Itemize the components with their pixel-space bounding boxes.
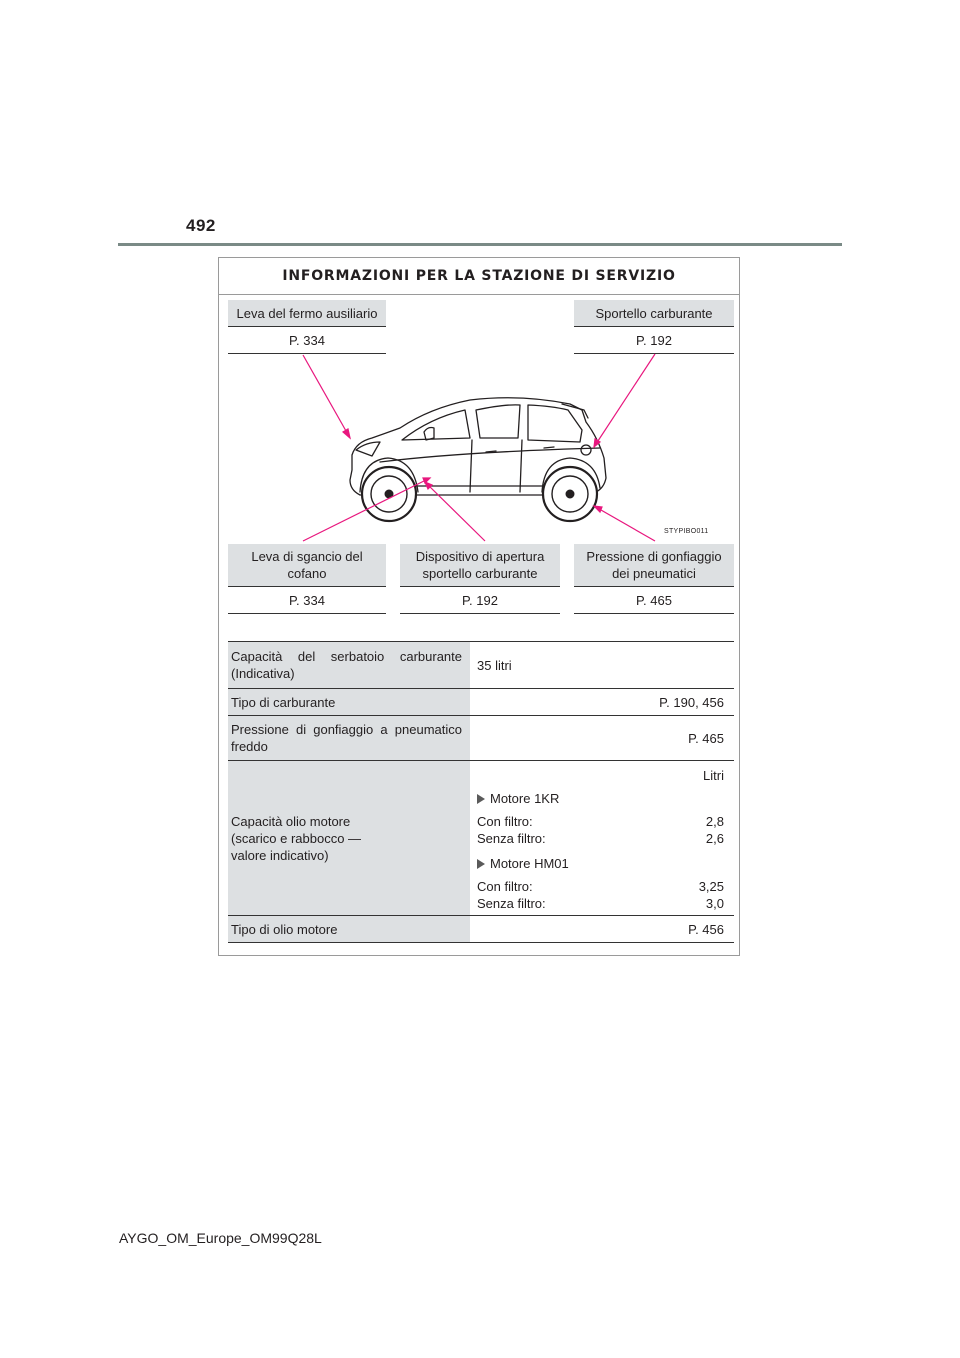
car-illustration bbox=[228, 352, 734, 542]
callout-fuel-door bbox=[594, 354, 655, 447]
ref-auxiliary-latch-lever[interactable]: P. 334 bbox=[228, 328, 386, 354]
ref-fuel-door[interactable]: P. 192 bbox=[574, 328, 734, 354]
spec-table bbox=[228, 641, 734, 943]
triangle-bullet-icon bbox=[477, 859, 485, 869]
oil-with-filter bbox=[477, 813, 724, 830]
engine-heading bbox=[477, 855, 724, 872]
car-mirror bbox=[424, 428, 434, 441]
spec-label bbox=[228, 761, 471, 915]
kv-label: Senza filtro: bbox=[477, 896, 546, 911]
oil-unit: Litri bbox=[703, 768, 724, 783]
triangle-bullet-icon bbox=[477, 794, 485, 804]
spec-row-tire-pressure bbox=[228, 716, 734, 761]
spec-row-oil-capacity bbox=[228, 761, 734, 916]
spec-row-fuel-capacity bbox=[228, 642, 734, 689]
spec-label: Pressione di gonfiaggio a pneumatico freddo bbox=[228, 716, 471, 760]
spec-value[interactable]: P. 456 bbox=[688, 921, 724, 937]
oil-without-filter bbox=[477, 830, 724, 847]
oil-label-line: (scarico e rabbocco — bbox=[231, 830, 362, 846]
footer-document-code: AYGO_OM_Europe_OM99Q28L bbox=[119, 1230, 322, 1246]
callout-auxiliary-latch bbox=[303, 355, 350, 438]
kv-value: 3,0 bbox=[705, 896, 724, 911]
car-front-wheel bbox=[362, 467, 416, 521]
engine-heading bbox=[477, 790, 724, 807]
spec-row-oil-type bbox=[228, 916, 734, 943]
car-window-middle bbox=[476, 405, 520, 438]
oil-label-line: Capacità olio motore bbox=[231, 813, 351, 829]
ref-hood-release-lever[interactable]: P. 334 bbox=[228, 588, 386, 614]
car-window-front bbox=[402, 410, 470, 440]
label-fuel-door: Sportello carburante bbox=[574, 300, 734, 327]
spec-value[interactable]: P. 465 bbox=[688, 730, 724, 746]
spec-value[interactable]: P. 190, 456 bbox=[659, 694, 724, 710]
spec-value: 35 litri bbox=[477, 657, 512, 673]
kv-label: Con filtro: bbox=[477, 879, 533, 894]
kv-label: Con filtro: bbox=[477, 814, 533, 829]
illustration-code: STYPIBO011 bbox=[664, 528, 709, 535]
kv-label: Senza filtro: bbox=[477, 831, 546, 846]
car-fuel-door bbox=[581, 445, 591, 455]
label-fuel-door-opener: Dispositivo di apertura sportello carburante bbox=[400, 544, 560, 587]
car-door-line-front bbox=[470, 440, 472, 492]
kv-value: 2,8 bbox=[705, 814, 724, 829]
engine-name: Motore 1KR bbox=[490, 791, 560, 806]
label-hood-release-lever: Leva di sgancio del cofano bbox=[228, 544, 386, 587]
car-door-line-rear bbox=[520, 440, 522, 492]
kv-value: 2,6 bbox=[705, 831, 724, 846]
kv-value: 3,25 bbox=[698, 879, 724, 894]
spec-label: Tipo di olio motore bbox=[228, 916, 471, 942]
spec-label: Capacità del serbatoio carburante (Indicativa) bbox=[228, 642, 471, 688]
page-number: 492 bbox=[186, 216, 216, 235]
callout-fuel-door-opener bbox=[425, 482, 485, 541]
callout-tire-pressure bbox=[594, 506, 655, 541]
panel-title: INFORMAZIONI PER LA STAZIONE DI SERVIZIO bbox=[219, 258, 739, 295]
oil-label-line: valore indicativo) bbox=[231, 847, 329, 863]
oil-with-filter bbox=[477, 878, 724, 895]
car-window-rear bbox=[528, 405, 582, 442]
car-side-crease bbox=[380, 448, 600, 462]
spec-label: Tipo di carburante bbox=[228, 689, 471, 715]
oil-without-filter bbox=[477, 895, 724, 912]
spec-row-fuel-type bbox=[228, 689, 734, 716]
engine-block-hm01 bbox=[477, 855, 724, 912]
label-auxiliary-latch-lever: Leva del fermo ausiliario bbox=[228, 300, 386, 327]
header-rule bbox=[118, 243, 842, 246]
engine-block-1kr bbox=[477, 790, 724, 847]
oil-capacity-values bbox=[471, 761, 734, 915]
ref-tire-pressure[interactable]: P. 465 bbox=[574, 588, 734, 614]
label-tire-pressure: Pressione di gonfiaggio dei pneumatici bbox=[574, 544, 734, 587]
car-rear-wheel bbox=[543, 467, 597, 521]
car-door-handle-rear bbox=[544, 447, 554, 448]
engine-name: Motore HM01 bbox=[490, 856, 569, 871]
ref-fuel-door-opener[interactable]: P. 192 bbox=[400, 588, 560, 614]
